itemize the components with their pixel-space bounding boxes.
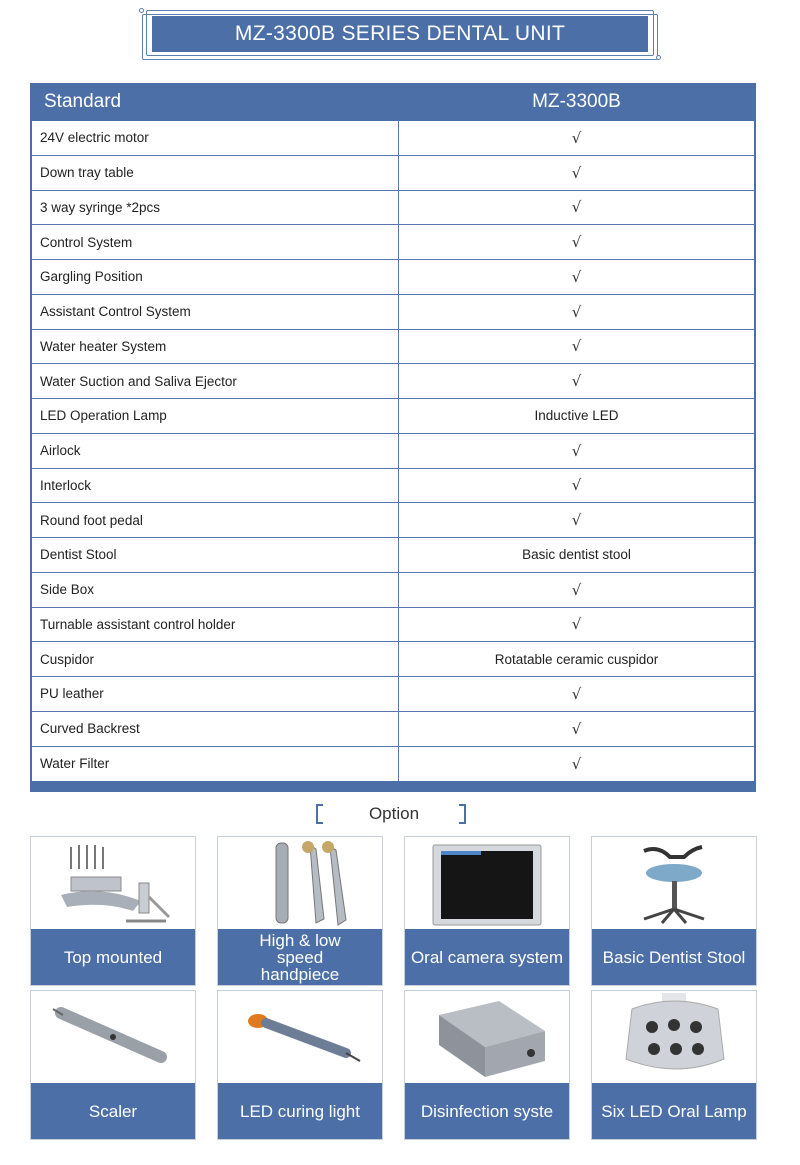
table-row [32,191,754,226]
handpiece-icon [218,837,382,929]
value-text: Inductive LED [534,408,619,424]
value-cell [399,677,754,711]
table-row [32,295,754,330]
table-row [32,677,754,712]
feature-cell: Gargling Position [32,260,399,294]
value-cell [399,469,754,503]
value-cell [399,156,754,190]
checkmark-icon: √ [571,267,582,286]
option-label: Oral camera system [405,929,569,985]
table-row [32,573,754,608]
table-row [32,503,754,538]
checkmark-icon: √ [571,233,582,252]
checkmark-icon: √ [571,337,582,356]
table-row [32,330,754,365]
option-heading [300,800,500,828]
checkmark-icon: √ [571,615,582,634]
feature-cell: Interlock [32,469,399,503]
table-row [32,399,754,434]
feature-cell: Airlock [32,434,399,468]
option-card[interactable] [217,836,383,986]
curing-light-icon [218,991,382,1083]
value-cell [399,260,754,294]
table-row [32,712,754,747]
value-cell [399,608,754,642]
option-label: Top mounted [31,929,195,985]
value-cell [399,330,754,364]
checkmark-icon: √ [571,198,582,217]
page-title: MZ-3300B SERIES DENTAL UNIT [152,16,648,52]
value-cell [399,191,754,225]
spec-table [30,83,756,792]
table-row [32,642,754,677]
value-cell [399,538,754,572]
option-card[interactable] [404,990,570,1140]
dental-chair-icon [31,837,195,929]
stool-icon [592,837,756,929]
table-header [32,83,754,121]
bracket-left-icon [316,804,323,824]
feature-cell: Down tray table [32,156,399,190]
value-cell [399,434,754,468]
feature-cell: Cuspidor [32,642,399,676]
value-cell [399,712,754,746]
header-model: MZ-3300B [532,91,621,112]
feature-cell: 24V electric motor [32,121,399,155]
option-label: Disinfection syste [405,1083,569,1139]
option-label: Scaler [31,1083,195,1139]
feature-cell: Round foot pedal [32,503,399,537]
feature-cell: Water Filter [32,747,399,782]
feature-cell: 3 way syringe *2pcs [32,191,399,225]
bracket-right-icon [459,804,466,824]
option-heading-text: Option [368,804,420,823]
table-row [32,469,754,504]
checkmark-icon: √ [571,511,582,530]
table-row [32,121,754,156]
checkmark-icon: √ [571,372,582,391]
title-banner [142,10,658,60]
table-row [32,608,754,643]
disinfection-box-icon [405,991,569,1083]
value-cell [399,573,754,607]
value-cell [399,642,754,676]
option-card[interactable] [591,836,757,986]
checkmark-icon: √ [571,476,582,495]
value-cell [399,747,754,782]
checkmark-icon: √ [571,719,582,738]
table-row [32,225,754,260]
table-row [32,260,754,295]
table-row [32,538,754,573]
table-body [32,121,754,781]
checkmark-icon: √ [571,163,582,182]
feature-cell: Dentist Stool [32,538,399,572]
banner-dot [139,8,144,13]
option-card[interactable] [404,836,570,986]
feature-cell: Curved Backrest [32,712,399,746]
value-cell [399,503,754,537]
value-text: Rotatable ceramic cuspidor [494,651,659,667]
table-row [32,434,754,469]
option-card[interactable] [30,836,196,986]
monitor-icon [405,837,569,929]
feature-cell: Assistant Control System [32,295,399,329]
option-label: LED curing light [218,1083,382,1139]
value-cell [399,399,754,433]
feature-cell: Water Suction and Saliva Ejector [32,364,399,398]
checkmark-icon: √ [571,684,582,703]
table-row [32,364,754,399]
option-card[interactable] [217,990,383,1140]
checkmark-icon: √ [571,128,582,147]
feature-cell: Water heater System [32,330,399,364]
scaler-icon [31,991,195,1083]
value-cell [399,121,754,155]
banner-dot [656,55,661,60]
feature-cell: Turnable assistant control holder [32,608,399,642]
checkmark-icon: √ [571,302,582,321]
checkmark-icon: √ [571,754,582,773]
feature-cell: Control System [32,225,399,259]
header-standard: Standard [44,91,122,112]
option-label: Basic Dentist Stool [592,929,756,985]
option-card[interactable] [30,990,196,1140]
table-row [32,747,754,782]
option-label: High & low speed handpiece [218,929,382,985]
oral-lamp-icon [592,991,756,1083]
feature-cell: Side Box [32,573,399,607]
option-label: Six LED Oral Lamp [592,1083,756,1139]
value-cell [399,295,754,329]
option-card[interactable] [591,990,757,1140]
checkmark-icon: √ [571,441,582,460]
feature-cell: LED Operation Lamp [32,399,399,433]
table-row [32,156,754,191]
value-text: Basic dentist stool [522,547,631,563]
checkmark-icon: √ [571,580,582,599]
value-cell [399,364,754,398]
feature-cell: PU leather [32,677,399,711]
value-cell [399,225,754,259]
